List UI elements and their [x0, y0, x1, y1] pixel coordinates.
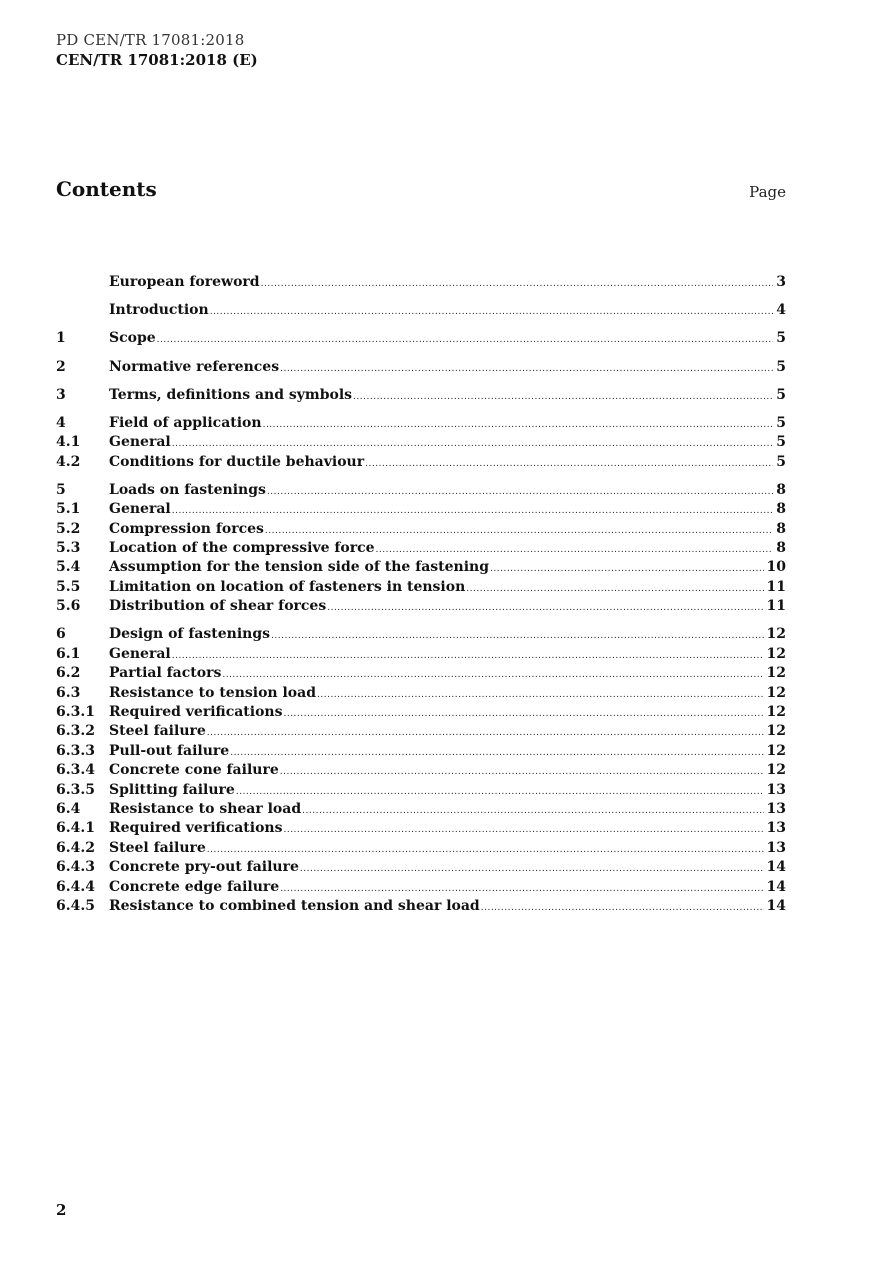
- toc-page-number: 10: [766, 559, 786, 576]
- toc-title: Concrete edge failure: [109, 878, 280, 895]
- toc-page-number: 8: [776, 520, 786, 537]
- toc-entry-2[interactable]: [56, 358, 786, 377]
- toc-page-number: 12: [766, 723, 786, 740]
- toc-leader-dots: [327, 599, 763, 618]
- page-number: 2: [56, 1201, 67, 1219]
- toc-page-number: 13: [766, 800, 786, 817]
- toc-entry-european-foreword[interactable]: [56, 273, 786, 292]
- toc-leader-dots: [365, 455, 773, 474]
- toc-entry-6-2[interactable]: [56, 664, 786, 683]
- toc-leader-dots: [157, 331, 774, 350]
- toc-title: Pull-out failure: [109, 742, 230, 759]
- toc-title: Concrete pry-out failure: [109, 859, 299, 876]
- toc-number: 3: [56, 386, 66, 403]
- toc-number: 6.4: [56, 800, 81, 817]
- toc-entry-introduction[interactable]: [56, 301, 786, 320]
- toc-number: 6.3.2: [56, 723, 95, 740]
- toc-leader-dots: [466, 580, 763, 599]
- toc-entry-6-3[interactable]: [56, 684, 786, 703]
- toc-leader-dots: [490, 560, 764, 579]
- toc-number: 4.1: [56, 434, 81, 451]
- toc-page-number: 12: [766, 684, 786, 701]
- toc-number: 6.4.5: [56, 897, 95, 914]
- toc-title: Compression forces: [109, 520, 264, 537]
- toc-entry-5-6[interactable]: [56, 597, 786, 616]
- toc-page-number: 14: [766, 859, 786, 876]
- toc-number: 6.4.1: [56, 820, 95, 837]
- toc-entry-6-3-3[interactable]: [56, 742, 786, 761]
- toc-entry-3[interactable]: [56, 386, 786, 405]
- table-of-contents: [56, 273, 786, 916]
- toc-title: Steel failure: [109, 839, 206, 856]
- toc-title: Field of application: [109, 414, 262, 431]
- toc-page-number: 5: [776, 330, 786, 347]
- toc-entry-5-4[interactable]: [56, 558, 786, 577]
- toc-page-number: 3: [776, 274, 786, 290]
- toc-title: Concrete cone failure: [109, 762, 279, 779]
- toc-page-number: 12: [766, 704, 786, 720]
- toc-leader-dots: [280, 763, 764, 782]
- toc-leader-dots: [271, 627, 763, 646]
- toc-number: 5.5: [56, 578, 81, 595]
- toc-page-number: 13: [766, 820, 786, 837]
- toc-title: Design of fastenings: [109, 626, 271, 643]
- page-column-label: Page: [749, 183, 786, 201]
- toc-entry-6[interactable]: [56, 625, 786, 644]
- toc-entry-5-2[interactable]: [56, 520, 786, 539]
- toc-leader-dots: [261, 275, 774, 294]
- toc-leader-dots: [236, 783, 764, 802]
- toc-title: General: [109, 501, 171, 518]
- toc-entry-5[interactable]: [56, 481, 786, 500]
- toc-leader-dots: [210, 303, 774, 322]
- toc-page-number: 14: [766, 897, 786, 914]
- toc-entry-4[interactable]: [56, 414, 786, 433]
- toc-number: 6: [56, 626, 66, 643]
- toc-entry-4-1[interactable]: [56, 433, 786, 452]
- toc-number: 2: [56, 358, 66, 375]
- toc-title: Assumption for the tension side of the fastening: [109, 559, 490, 576]
- toc-page-number: 12: [766, 645, 786, 662]
- toc-title: Steel failure: [109, 723, 206, 740]
- toc-leader-dots: [283, 705, 763, 724]
- toc-page-number: 4: [776, 302, 786, 319]
- toc-number: 5.4: [56, 559, 81, 576]
- toc-leader-dots: [230, 744, 763, 763]
- toc-leader-dots: [302, 802, 763, 821]
- toc-leader-dots: [300, 860, 764, 879]
- toc-page-number: 12: [766, 742, 786, 759]
- toc-leader-dots: [353, 388, 773, 407]
- toc-title: Loads on fastenings: [109, 481, 266, 498]
- toc-title: Partial factors: [109, 665, 222, 682]
- toc-page-number: 14: [766, 878, 786, 895]
- toc-entry-5-1[interactable]: [56, 500, 786, 519]
- toc-entry-1[interactable]: [56, 329, 786, 348]
- toc-page-number: 12: [766, 626, 786, 643]
- toc-title: Required verifications: [109, 704, 283, 720]
- toc-entry-6-3-2[interactable]: [56, 722, 786, 741]
- document-id: PD CEN/TR 17081:2018: [56, 31, 245, 49]
- toc-title: General: [109, 434, 171, 451]
- toc-title: European foreword: [109, 274, 260, 290]
- toc-number: 5.2: [56, 520, 81, 537]
- toc-title: Scope: [109, 330, 156, 347]
- toc-page-number: 5: [776, 386, 786, 403]
- toc-entry-6-3-4[interactable]: [56, 761, 786, 780]
- toc-number: 6.4.4: [56, 878, 95, 895]
- toc-number: 6.4.3: [56, 859, 95, 876]
- toc-entry-6-4-3[interactable]: [56, 858, 786, 877]
- toc-number: 6.3.1: [56, 704, 95, 720]
- toc-leader-dots: [172, 647, 764, 666]
- toc-title: Terms, definitions and symbols: [109, 386, 353, 403]
- toc-title: Normative references: [109, 358, 280, 375]
- toc-entry-6-4[interactable]: [56, 800, 786, 819]
- toc-page-number: 12: [766, 762, 786, 779]
- toc-number: 4.2: [56, 453, 81, 470]
- toc-page-number: 12: [766, 665, 786, 682]
- toc-entry-6-1[interactable]: [56, 645, 786, 664]
- toc-title: Conditions for ductile behaviour: [109, 453, 365, 470]
- toc-title: General: [109, 645, 171, 662]
- toc-entry-5-5[interactable]: [56, 578, 786, 597]
- toc-number: 6.2: [56, 665, 81, 682]
- toc-number: 6.4.2: [56, 839, 95, 856]
- toc-title: Resistance to shear load: [109, 800, 302, 817]
- toc-title: Limitation on location of fasteners in tension: [109, 578, 466, 595]
- toc-leader-dots: [263, 416, 774, 435]
- toc-title: Resistance to tension load: [109, 684, 316, 701]
- toc-leader-dots: [280, 360, 773, 379]
- toc-entry-6-3-1[interactable]: [56, 703, 786, 722]
- toc-page-number: 13: [766, 781, 786, 798]
- toc-number: 6.3.3: [56, 742, 95, 759]
- toc-leader-dots: [283, 821, 763, 840]
- toc-title: Introduction: [109, 302, 209, 319]
- toc-page-number: 8: [776, 481, 786, 498]
- page-title: Contents: [56, 177, 157, 201]
- toc-leader-dots: [317, 686, 764, 705]
- toc-title: Location of the compressive force: [109, 540, 375, 557]
- toc-entry-6-3-5[interactable]: [56, 781, 786, 800]
- toc-number: 6.1: [56, 645, 81, 662]
- toc-leader-dots: [207, 724, 764, 743]
- toc-title: Required verifications: [109, 820, 283, 837]
- toc-entry-5-3[interactable]: [56, 539, 786, 558]
- toc-number: 1: [56, 330, 66, 347]
- toc-page-number: 13: [766, 839, 786, 856]
- toc-title: Splitting failure: [109, 781, 235, 798]
- toc-page-number: 5: [776, 434, 786, 451]
- toc-page-number: 5: [776, 414, 786, 431]
- toc-page-number: 8: [776, 501, 786, 518]
- toc-entry-4-2[interactable]: [56, 453, 786, 472]
- toc-page-number: 5: [776, 453, 786, 470]
- toc-number: 5.6: [56, 598, 81, 615]
- toc-entry-6-4-5[interactable]: [56, 897, 786, 916]
- toc-page-number: 11: [766, 578, 786, 595]
- toc-number: 5: [56, 481, 66, 498]
- toc-title: Resistance to combined tension and shear load: [109, 897, 480, 914]
- toc-entry-6-4-2[interactable]: [56, 839, 786, 858]
- toc-number: 5.3: [56, 540, 81, 557]
- toc-number: 5.1: [56, 501, 81, 518]
- toc-title: Distribution of shear forces: [109, 598, 327, 615]
- toc-leader-dots: [481, 899, 764, 918]
- document-id-bold: CEN/TR 17081:2018 (E): [56, 51, 258, 69]
- toc-entry-6-4-4[interactable]: [56, 878, 786, 897]
- toc-page-number: 8: [776, 540, 786, 557]
- toc-page-number: 5: [776, 358, 786, 375]
- toc-number: 6.3.5: [56, 781, 95, 798]
- toc-number: 6.3.4: [56, 762, 95, 779]
- toc-entry-6-4-1[interactable]: [56, 819, 786, 838]
- toc-page-number: 11: [766, 598, 786, 615]
- toc-leader-dots: [267, 483, 773, 502]
- toc-number: 6.3: [56, 684, 81, 701]
- toc-number: 4: [56, 414, 66, 431]
